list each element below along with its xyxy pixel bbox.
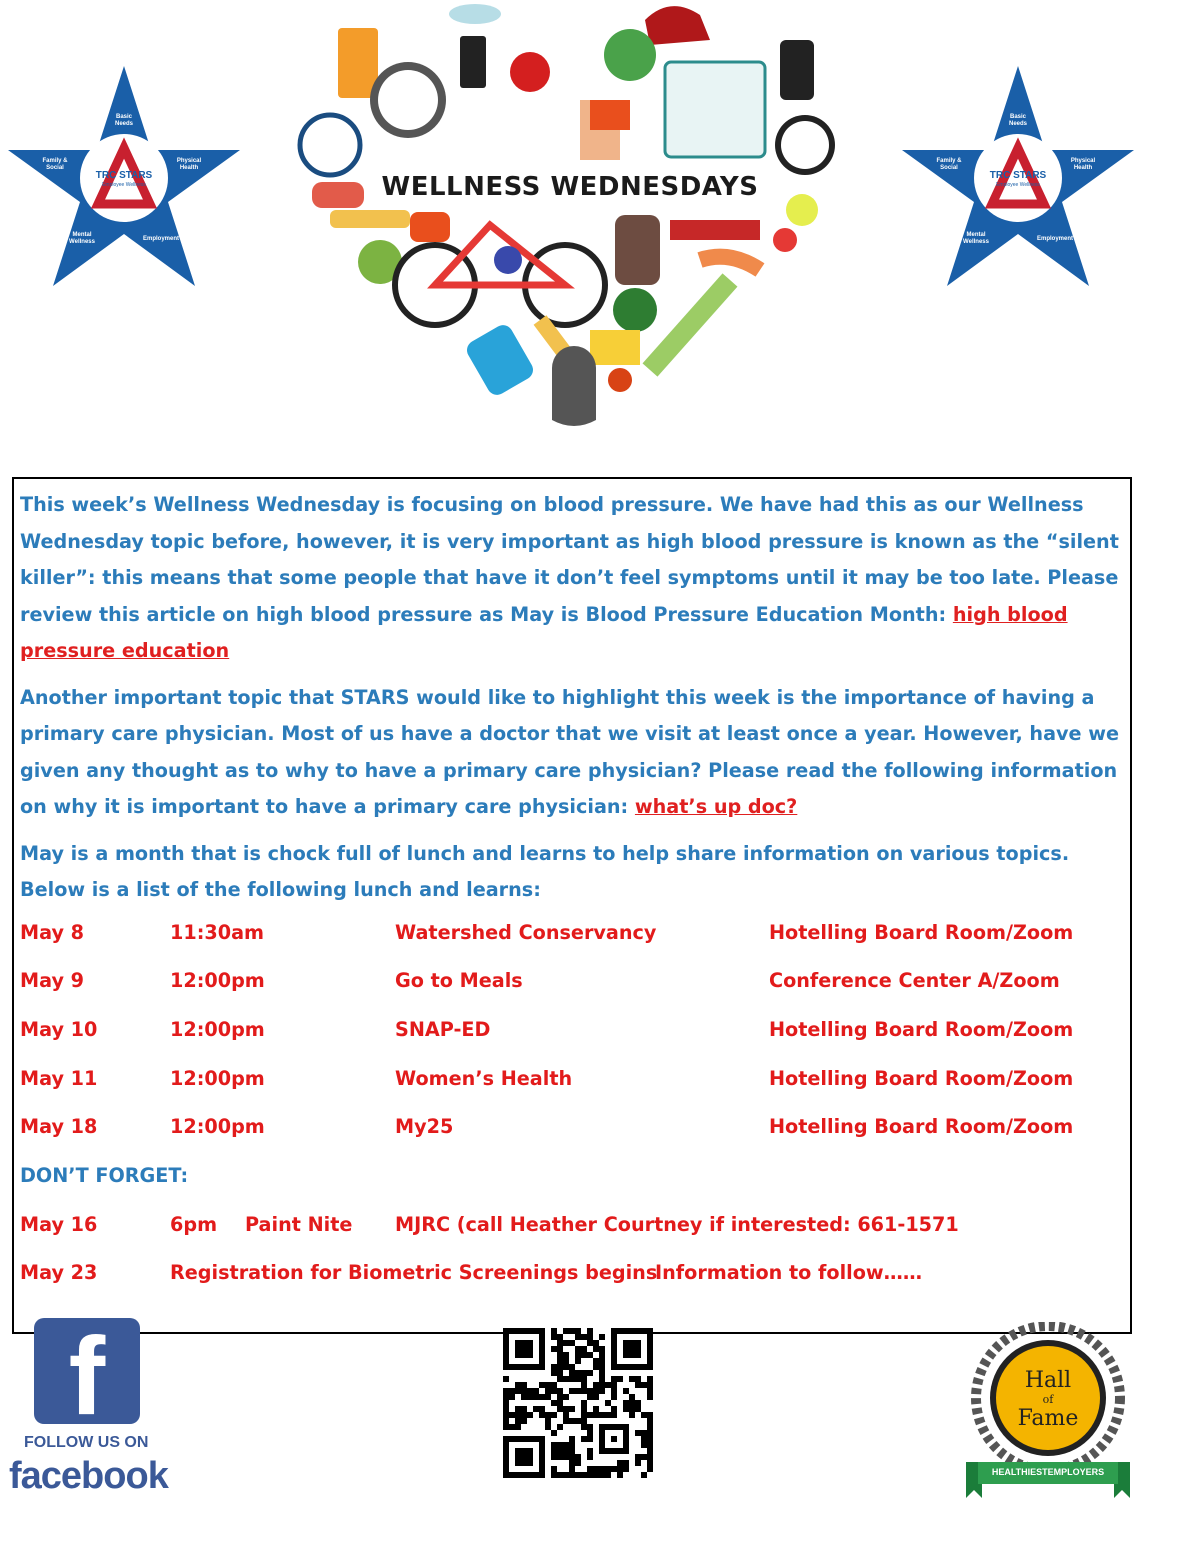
event-row bbox=[20, 1103, 1130, 1152]
event-date: May 11 bbox=[20, 1066, 98, 1090]
paragraph-lunch-learns: May is a month that is chock full of lunch and learns to help share information on various topics. Below is a list of the following lunch and learns: bbox=[20, 841, 1070, 901]
event-topic: Go to Meals bbox=[395, 969, 523, 993]
paragraph-primary-care bbox=[20, 680, 1130, 826]
reminder-event: Registration for Biometric Screenings begins bbox=[170, 1261, 658, 1285]
wellness-heart-banner bbox=[290, 0, 850, 435]
reminder-date: May 23 bbox=[20, 1261, 98, 1285]
star-point-family-social: Family & Social bbox=[42, 158, 68, 171]
event-row bbox=[20, 909, 1130, 958]
facebook-logo-icon[interactable] bbox=[34, 1315, 140, 1438]
reminder-note: Information to follow…… bbox=[655, 1261, 923, 1285]
p2-text: Another important topic that STARS would like to highlight this week is the importance of having a primary care physician. Most of us have a doctor that we visit at least once a year. However, have we given any thought as to why to have a primary care physician? Please read the following information on why it is important to have a primary care physician: bbox=[20, 685, 1119, 818]
logo-name: TRC STARS bbox=[95, 170, 153, 181]
star-point-mental-wellness: Mental Wellness bbox=[69, 232, 95, 245]
event-time: 12:00pm bbox=[170, 1066, 265, 1090]
reminder-row bbox=[20, 1249, 1130, 1298]
event-date: May 10 bbox=[20, 1017, 98, 1041]
event-date: May 9 bbox=[20, 969, 84, 993]
reminder-row bbox=[20, 1201, 1130, 1250]
logo-sub: Employee Wellness bbox=[996, 182, 1040, 188]
hof-word-hall: Hall bbox=[1024, 1368, 1072, 1393]
dont-forget-heading: DON’T FORGET: bbox=[20, 1163, 189, 1187]
event-row bbox=[20, 1006, 1130, 1055]
qr-code-icon[interactable] bbox=[502, 1328, 654, 1478]
event-location: Hotelling Board Room/Zoom bbox=[769, 920, 1074, 944]
trc-stars-logo-left bbox=[8, 66, 240, 286]
reminder-event: Paint Nite bbox=[245, 1212, 353, 1236]
star-point-employment: Employment bbox=[1036, 236, 1073, 242]
star-point-basic-needs: Basic Needs bbox=[114, 114, 133, 127]
logo-sub: Employee Wellness bbox=[102, 182, 146, 188]
star-point-family-social: Family & Social bbox=[936, 158, 962, 171]
event-time: 12:00pm bbox=[170, 1115, 265, 1139]
newsletter-content-box bbox=[12, 477, 1132, 1334]
reminder-time: 6pm bbox=[170, 1212, 218, 1236]
event-topic: Watershed Conservancy bbox=[395, 920, 657, 944]
event-row bbox=[20, 957, 1130, 1006]
reminder-date: May 16 bbox=[20, 1212, 98, 1236]
hof-banner-text: HEALTHIESTEMPLOYERS bbox=[991, 1467, 1105, 1477]
heart-collage-icon bbox=[290, 0, 850, 435]
logo-name: TRC STARS bbox=[989, 170, 1047, 181]
event-location: Hotelling Board Room/Zoom bbox=[769, 1066, 1074, 1090]
hof-word-of: of bbox=[1042, 1393, 1054, 1406]
hof-word-fame: Fame bbox=[1017, 1406, 1079, 1431]
star-point-physical-health: Physical Health bbox=[1070, 158, 1096, 171]
banner-title: WELLNESS WEDNESDAYS bbox=[381, 172, 759, 202]
star-point-employment: Employment bbox=[142, 236, 179, 242]
event-time: 11:30am bbox=[170, 920, 265, 944]
event-date: May 18 bbox=[20, 1115, 98, 1139]
event-time: 12:00pm bbox=[170, 1017, 265, 1041]
event-topic: My25 bbox=[395, 1115, 454, 1139]
star-point-basic-needs: Basic Needs bbox=[1008, 114, 1027, 127]
reminder-note: MJRC (call Heather Courtney if interested: 661-1571 bbox=[395, 1212, 959, 1236]
event-topic: SNAP-ED bbox=[395, 1017, 491, 1041]
facebook-follow-text: FOLLOW US ON bbox=[24, 1434, 149, 1451]
star-point-physical-health: Physical Health bbox=[176, 158, 202, 171]
link-blood-pressure-education[interactable]: high blood pressure education bbox=[20, 602, 1068, 662]
event-location: Conference Center A/Zoom bbox=[769, 969, 1060, 993]
event-location: Hotelling Board Room/Zoom bbox=[769, 1115, 1074, 1139]
link-whats-up-doc[interactable]: what’s up doc? bbox=[634, 795, 798, 818]
event-topic: Women’s Health bbox=[395, 1066, 573, 1090]
event-location: Hotelling Board Room/Zoom bbox=[769, 1017, 1074, 1041]
star-point-mental-wellness: Mental Wellness bbox=[963, 232, 989, 245]
event-time: 12:00pm bbox=[170, 969, 265, 993]
trc-stars-logo-right bbox=[902, 66, 1134, 286]
facebook-wordmark[interactable]: facebook bbox=[9, 1455, 168, 1497]
p1-text: This week’s Wellness Wednesday is focusing on blood pressure. We have had this as our Wellness Wednesday topic before, however, it is very important as high blood pressure is known as the “silent killer”: this means that some people that have it don’t feel symptoms until it may be too late. Please review this article on high blood pressure as May is Blood Pressure Education Month: bbox=[20, 493, 1119, 626]
paragraph-blood-pressure bbox=[20, 487, 1130, 670]
facebook-f-letter: f bbox=[68, 1315, 106, 1438]
event-row bbox=[20, 1055, 1130, 1104]
hall-of-fame-badge bbox=[962, 1322, 1134, 1500]
event-date: May 8 bbox=[20, 920, 84, 944]
